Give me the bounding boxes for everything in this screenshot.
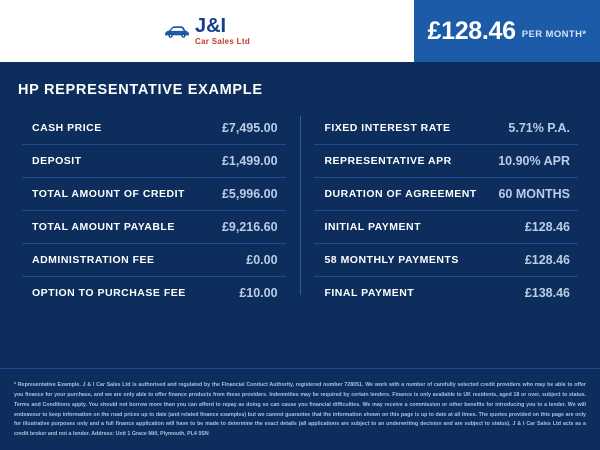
table-row <box>22 211 286 244</box>
table-row <box>22 277 286 309</box>
row-value: £5,996.00 <box>221 187 278 201</box>
finance-details-panels <box>0 112 600 309</box>
table-row <box>314 178 578 211</box>
page-title-bar <box>0 62 600 112</box>
row-label: OPTION TO PURCHASE FEE <box>32 287 186 299</box>
row-label: TOTAL AMOUNT PAYABLE <box>32 221 175 233</box>
page-title: HP REPRESENTATIVE EXAMPLE <box>18 82 263 98</box>
table-row <box>22 244 286 277</box>
logo-container[interactable] <box>0 0 414 62</box>
row-value: £9,216.60 <box>221 220 278 234</box>
dealer-logo <box>164 16 250 46</box>
car-icon <box>164 25 190 38</box>
table-row <box>314 244 578 277</box>
logo-subtitle: Car Sales Ltd <box>194 37 251 46</box>
row-label: DEPOSIT <box>32 155 82 167</box>
logo-brand: J&I <box>194 15 227 37</box>
row-value: £128.46 <box>524 253 571 267</box>
monthly-price-panel <box>414 0 600 62</box>
row-value: £0.00 <box>246 253 278 267</box>
logo-text-block <box>195 16 250 46</box>
row-value: £128.46 <box>524 220 571 234</box>
finance-details-right <box>306 112 586 309</box>
row-value: 60 MONTHS <box>498 187 571 201</box>
row-label: INITIAL PAYMENT <box>324 221 422 233</box>
table-row <box>314 211 578 244</box>
monthly-price-amount: £128.46 <box>427 16 516 45</box>
footer-disclaimer <box>0 368 600 450</box>
row-label: ADMINISTRATION FEE <box>32 254 155 266</box>
table-row <box>314 277 578 309</box>
finance-details-left <box>14 112 294 309</box>
table-row <box>22 112 286 145</box>
page-header <box>0 0 600 62</box>
table-row <box>22 178 286 211</box>
row-value: £1,499.00 <box>221 154 278 168</box>
monthly-price-period: PER MONTH* <box>521 28 587 40</box>
row-label: REPRESENTATIVE APR <box>324 155 452 167</box>
table-row <box>22 145 286 178</box>
row-label: FIXED INTEREST RATE <box>324 122 451 134</box>
row-label: CASH PRICE <box>32 122 102 134</box>
row-value: £7,495.00 <box>221 121 278 135</box>
panel-divider <box>300 116 301 295</box>
row-label: TOTAL AMOUNT OF CREDIT <box>32 188 185 200</box>
table-row <box>314 112 578 145</box>
row-value: 10.90% APR <box>498 154 571 168</box>
row-label: 58 MONTHLY PAYMENTS <box>324 254 459 266</box>
row-value: 5.71% P.A. <box>508 121 571 135</box>
table-row <box>314 145 578 178</box>
row-label: FINAL PAYMENT <box>324 287 415 299</box>
row-value: £10.00 <box>239 286 278 300</box>
disclaimer-text: * Representative Example. J & I Car Sales Ltd is authorised and regulated by the Financial Conduct Authority, registered number 728051. We work with a number of carefully selected credit providers who may be able to offer you finance for your purchase, and we are only able to offer finance products from these providers. Indemnities may be required by certain lenders. Finance is only available to UK residents, aged 18 or over, subject to status. Terms and Conditions apply. You should not borrow more than you can afford to repay as doing so can cause you financial difficulties. We may receive a commission or other benefits for introducing you to a lender. We will endeavour to keep information on the road prices up to date (and related finance examples) but we cannot guarantee that the information shown on this page is up to date at all times. The quotes provided on this page are only for illustrative purposes only and a full finance application will have to be made to determine the exact details (all applications are subject to an underwriting decision and are subject to status). J & I Car Sales Ltd acts as a credit broker and not a lender. Address: Unit 1 Grace Mill, Plymouth, PL4 0SN <box>14 382 586 438</box>
row-label: DURATION OF AGREEMENT <box>324 188 477 200</box>
row-value: £138.46 <box>524 286 571 300</box>
